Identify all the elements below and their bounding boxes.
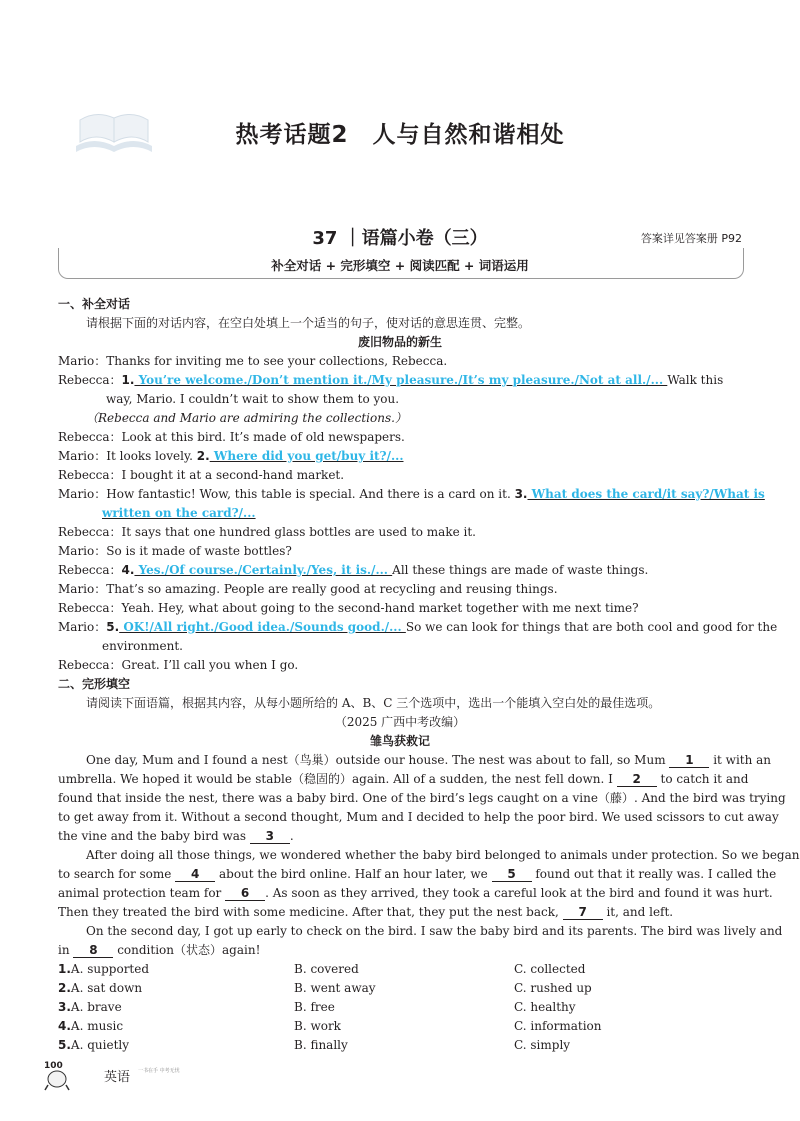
- blank-5: 5: [492, 867, 532, 882]
- dialogue-text: Walk this: [667, 373, 724, 387]
- answer-text: written on the card?/...: [102, 506, 256, 520]
- option-a: A. supported: [70, 962, 150, 976]
- option-number: 2.: [58, 981, 71, 995]
- option-number: 1.: [58, 962, 71, 976]
- option-b: B. finally: [294, 1038, 348, 1052]
- speaker: Mario：: [58, 620, 107, 634]
- option-row: [58, 1036, 742, 1055]
- speaker: Rebecca：: [58, 468, 122, 482]
- speaker: Mario：: [58, 582, 107, 596]
- option-c: C. healthy: [514, 1000, 576, 1014]
- passage-line: [58, 903, 742, 922]
- answer-text: Where did you get/buy it?/...: [209, 449, 404, 463]
- part2-instruction: 请阅读下面语篇，根据其内容，从每小题所给的 A、B、C 三个选项中，选出一个能填入空白处的最佳选项。: [86, 696, 661, 710]
- speaker: Mario：: [58, 354, 107, 368]
- dialogue-text: That’s so amazing. People are really good at recycling and reusing things.: [106, 582, 558, 596]
- answer-text: OK!/All right./Good idea./Sounds good./...: [119, 620, 406, 634]
- passage-line: After doing all those things, we wondered whether the baby bird belonged to animals under protection. So we began: [86, 848, 800, 862]
- dialogue-text: Look at this bird. It’s made of old newspapers.: [121, 430, 405, 444]
- speaker: Rebecca：: [58, 601, 122, 615]
- dialogue-text: Great. I’ll call you when I go.: [121, 658, 299, 672]
- dialogue-line: [58, 580, 742, 599]
- option-c: C. collected: [514, 962, 586, 976]
- speaker: Rebecca：: [58, 525, 122, 539]
- passage-line: [58, 941, 742, 960]
- speaker: Rebecca：: [58, 658, 122, 672]
- dialogue-line: [58, 599, 742, 618]
- question-number: 3.: [514, 487, 528, 501]
- option-b: B. free: [294, 1000, 335, 1014]
- passage-text: the vine and the baby bird was: [58, 829, 250, 843]
- speaker: Mario：: [58, 449, 107, 463]
- option-c: C. rushed up: [514, 981, 592, 995]
- option-row: [58, 998, 742, 1017]
- option-b: B. covered: [294, 962, 359, 976]
- speaker: Rebecca：: [58, 563, 122, 577]
- dialogue-line: [58, 561, 742, 580]
- passage-text: found out that it really was. I called the: [531, 867, 777, 881]
- passage-line: [58, 865, 777, 884]
- option-c: C. simply: [514, 1038, 571, 1052]
- answer-reference: 答案详见答案册 P92: [640, 232, 742, 245]
- blank-1: 1: [669, 753, 709, 768]
- passage-text: animal protection team for: [58, 886, 226, 900]
- passage-text: condition（状态）again!: [113, 943, 261, 957]
- page-logo: [42, 1059, 72, 1091]
- option-a: A. sat down: [70, 981, 143, 995]
- dialogue-line: [58, 523, 742, 542]
- blank-6: 6: [225, 886, 265, 901]
- option-number: 5.: [58, 1038, 71, 1052]
- option-row: [58, 960, 742, 979]
- dialogue-line: [58, 466, 742, 485]
- dialogue-text: All these things are made of waste things.: [392, 563, 649, 577]
- dialogue-text: Thanks for inviting me to see your collections, Rebecca.: [106, 354, 448, 368]
- section-title: 37 ｜语篇小卷（三）: [312, 228, 488, 249]
- answer-text: What does the card/it say?/What is: [527, 487, 765, 501]
- speaker: Rebecca：: [58, 430, 122, 444]
- passage-line: [58, 827, 742, 846]
- passage-line: On the second day, I got up early to check on the bird. I saw the baby bird and its parents. The bird was lively and: [86, 924, 783, 938]
- option-row: [58, 1017, 742, 1036]
- dialogue-text: Yeah. Hey, what about going to the second-hand market together with me next time?: [121, 601, 639, 615]
- dialogue-line: [58, 637, 786, 656]
- speaker: Mario：: [58, 487, 107, 501]
- question-number: 4.: [121, 563, 135, 577]
- part2-source: （2025 广西中考改编）: [334, 715, 466, 729]
- blank-4: 4: [175, 867, 215, 882]
- passage-line: to get away from it. Without a second thought, Mum and I decided to help the poor bird. We used scissors to cut away: [58, 810, 779, 824]
- dialogue-line: [58, 542, 742, 561]
- option-row: [58, 979, 742, 998]
- stage-direction: （Rebecca and Mario are admiring the collections.）: [86, 411, 407, 425]
- dialogue-text: So we can look for things that are both cool and good for the: [405, 620, 778, 634]
- passage-text: . As soon as they arrived, they took a careful look at the bird and found it was hurt.: [265, 886, 773, 900]
- dialogue-line: [58, 485, 765, 504]
- passage-text: One day, Mum and I found a nest（鸟巢）outside our house. The nest was about to fall, so Mum: [86, 753, 670, 767]
- passage-text: to catch it and: [656, 772, 749, 786]
- dialogue-text: It looks lovely.: [106, 449, 197, 463]
- part1-heading: 一、补全对话: [58, 297, 131, 311]
- dialogue-line: [58, 428, 742, 447]
- option-a: A. quietly: [70, 1038, 130, 1052]
- dialogue-line: [58, 352, 742, 371]
- page-number: 100: [44, 1061, 63, 1071]
- passage-text: about the bird online. Half an hour later, we: [215, 867, 492, 881]
- dialogue-line: [58, 656, 742, 675]
- dialogue-text: environment.: [102, 639, 183, 653]
- blank-3: 3: [250, 829, 290, 844]
- answer-text: Yes./Of course./Certainly./Yes, it is./...: [134, 563, 393, 577]
- chapter-title: 热考话题2 人与自然和谐相处: [235, 122, 565, 148]
- dialogue-text: It says that one hundred glass bottles are used to make it.: [121, 525, 476, 539]
- passage-line: [58, 770, 749, 789]
- passage-text: to search for some: [58, 867, 176, 881]
- subtitle: 补全对话 + 完形填空 + 阅读匹配 + 词语运用: [271, 258, 529, 273]
- dialogue-text: way, Mario. I couldn’t wait to show them to you.: [106, 392, 400, 406]
- part2-heading: 二、完形填空: [58, 677, 131, 691]
- dialogue-line: [58, 504, 786, 523]
- option-a: A. brave: [70, 1000, 122, 1014]
- passage-text: Then they treated the bird with some medicine. After that, they put the nest back,: [58, 905, 563, 919]
- blank-7: 7: [563, 905, 603, 920]
- blank-8: 8: [73, 943, 113, 958]
- option-a: A. music: [70, 1019, 124, 1033]
- options-list: [58, 960, 742, 1060]
- question-number: 1.: [121, 373, 135, 387]
- part1-title: 废旧物品的新生: [357, 335, 442, 349]
- passage-line: [58, 751, 770, 770]
- dialogue-line: [58, 371, 742, 390]
- part2-title: 雏鸟获救记: [369, 734, 430, 748]
- blank-2: 2: [617, 772, 657, 787]
- footer-slogan: 一书在手 中考无忧: [138, 1068, 180, 1074]
- question-number: 2.: [196, 449, 210, 463]
- dialogue-line: [58, 618, 778, 637]
- option-b: B. went away: [294, 981, 376, 995]
- answer-text: You’re welcome./Don’t mention it./My pleasure./It’s my pleasure./Not at all./...: [134, 373, 668, 387]
- option-b: B. work: [294, 1019, 341, 1033]
- footer-subject: 英语: [104, 1070, 131, 1085]
- dialogue-line: [58, 447, 742, 466]
- dialogue-text: How fantastic! Wow, this table is special. And there is a card on it.: [106, 487, 515, 501]
- passage-text: .: [289, 829, 294, 843]
- option-c: C. information: [514, 1019, 602, 1033]
- dialogue-line: [58, 390, 790, 409]
- passage-text: umbrella. We hoped it would be stable（稳固的）again. All of a sudden, the nest fell down. I: [58, 772, 617, 786]
- passage-line: found that inside the nest, there was a baby bird. One of the bird’s legs caught on a vine（藤）. And the bird was trying: [58, 791, 786, 805]
- speaker: Mario：: [58, 544, 107, 558]
- option-number: 4.: [58, 1019, 71, 1033]
- part1-instruction: 请根据下面的对话内容，在空白处填上一个适当的句子，使对话的意思连贯、完整。: [86, 316, 531, 330]
- passage-line: [58, 884, 773, 903]
- option-number: 3.: [58, 1000, 71, 1014]
- passage-text: in: [58, 943, 74, 957]
- question-number: 5.: [106, 620, 120, 634]
- dialogue-text: So is it made of waste bottles?: [106, 544, 292, 558]
- dialogue-text: I bought it at a second-hand market.: [121, 468, 345, 482]
- passage-text: it, and left.: [602, 905, 674, 919]
- speaker: Rebecca：: [58, 373, 122, 387]
- passage-text: it with an: [709, 753, 772, 767]
